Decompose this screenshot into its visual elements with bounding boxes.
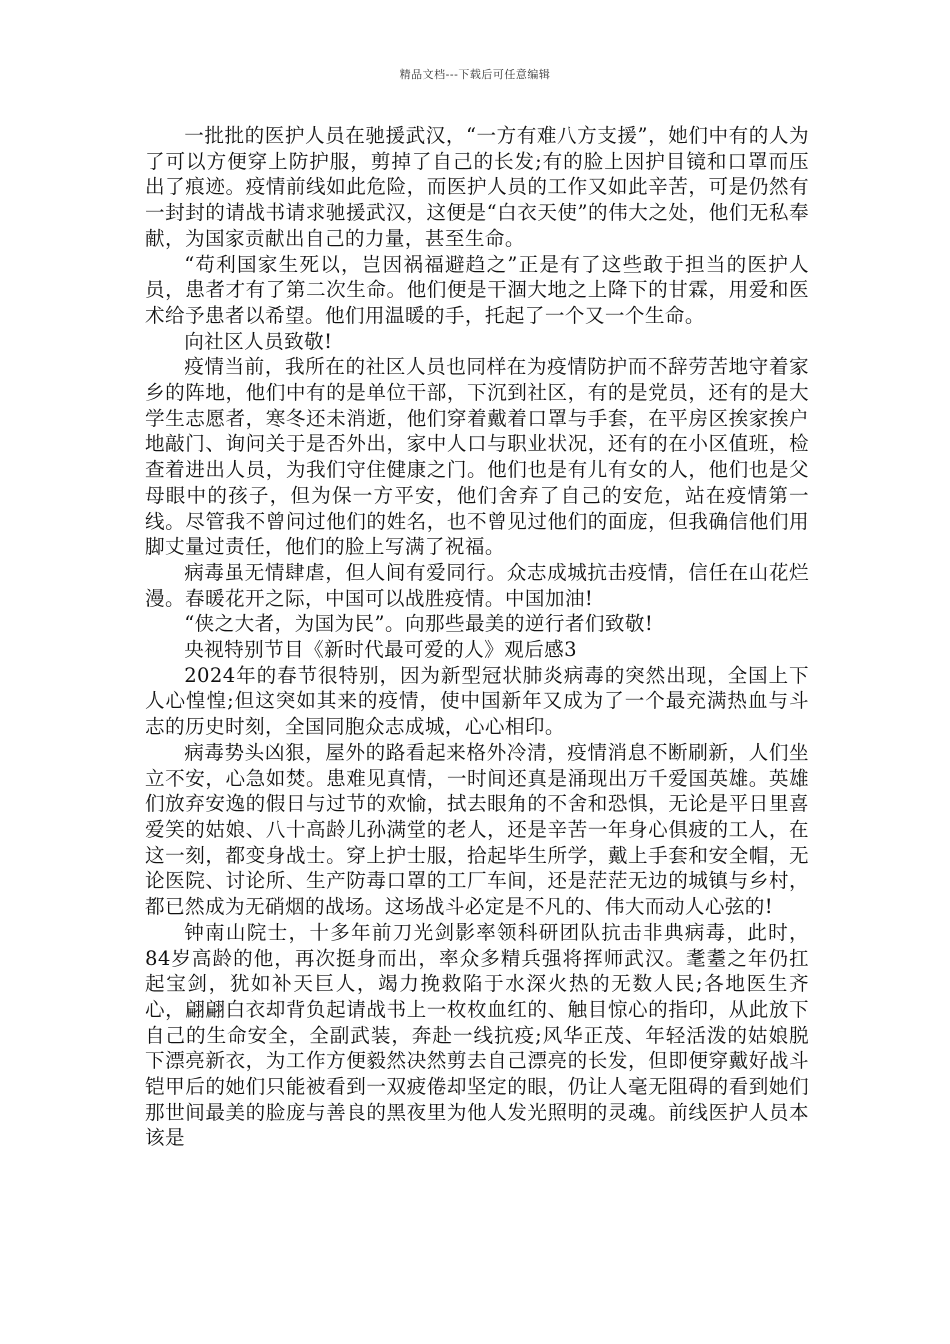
page-header: 精品文档---下载后可任意编辑 xyxy=(399,68,551,81)
paragraph: 钟南山院士，十多年前刀光剑影率领科研团队抗击非典病毒，此时，84岁高龄的他，再次挺身而出，率众多精兵强将挥师武汉。耄耋之年仍扛起宝剑，犹如补天巨人，竭力挽救陷于水深火热的无数人民;各地医生齐心，翩翩白衣却背负起请战书上一枚枚血红的、触目惊心的指印，从此放下自己的生命安全，全副武装，奔赴一线抗疫;风华正茂、年轻活泼的姑娘脱下漂亮新衣，为工作方便毅然决然剪去自己漂亮的长发，但即便穿戴好战斗铠甲后的她们只能被看到一双疲倦却坚定的眼，仍让人毫无阻碍的看到她们那世间最美的脸庞与善良的黑夜里为他人发光照明的灵魂。前线医护人员本该是 xyxy=(145,920,809,1150)
document-body xyxy=(145,123,809,1151)
paragraph: 疫情当前，我所在的社区人员也同样在为疫情防护而不辞劳苦地守着家乡的阵地，他们中有的是单位干部，下沉到社区，有的是党员，还有的是大学生志愿者，寒冬还未消逝，他们穿着戴着口罩与手套，在平房区挨家挨户地敲门、询问关于是否外出，家中人口与职业状况，还有的在小区值班，检查着进出人员，为我们守住健康之门。他们也是有儿有女的人，他们也是父母眼中的孩子，但为保一方平安，他们舍弃了自己的安危，站在疫情第一线。尽管我不曾问过他们的姓名，也不曾见过他们的面庞，但我确信他们用脚丈量过责任，他们的脸上写满了祝福。 xyxy=(145,355,809,559)
paragraph: 2024年的春节很特别，因为新型冠状肺炎病毒的突然出现，全国上下人心惶惶;但这突如其来的疫情，使中国新年又成为了一个最充满热血与斗志的历史时刻，全国同胞众志成城，心心相印。 xyxy=(145,663,809,739)
paragraph: “侠之大者，为国为民”。向那些最美的逆行者们致敬! xyxy=(184,612,654,636)
paragraph: “苟利国家生死以，岂因祸福避趋之”正是有了这些敢于担当的医护人员，患者才有了第二次生命。他们便是干涸大地之上降下的甘霖，用爱和医术给予患者以希望。他们用温暖的手，托起了一个又一个生命。 xyxy=(145,252,809,327)
paragraph: 病毒虽无情肆虐，但人间有爱同行。众志成城抗击疫情，信任在山花烂漫。春暖花开之际，中国可以战胜疫情。中国加油! xyxy=(145,560,809,610)
paragraph: 向社区人员致敬! xyxy=(184,329,333,353)
paragraph: 一批批的医护人员在驰援武汉，“一方有难八方支援”，她们中有的人为了可以方便穿上防护服，剪掉了自己的长发;有的脸上因护目镜和口罩而压出了痕迹。疫情前线如此危险，而医护人员的工作又如此辛苦，可是仍然有一封封的请战书请求驰援武汉，这便是“白衣天使”的伟大之处，他们无私奉献，为国家贡献出自己的力量，甚至生命。 xyxy=(145,124,809,250)
paragraph: 病毒势头凶狠，屋外的路看起来格外冷清，疫情消息不断刷新，人们坐立不安，心急如焚。患难见真情，一时间还真是涌现出万千爱国英雄。英雄们放弃安逸的假日与过节的欢愉，拭去眼角的不舍和恐惧，无论是平日里喜爱笑的姑娘、八十高龄儿孙满堂的老人，还是辛苦一年身心俱疲的工人，在这一刻，都变身战士。穿上护士服，拾起毕生所学，戴上手套和安全帽，无论医院、讨论所、生产防毒口罩的工厂车间，还是茫茫无边的城镇与乡村，都已然成为无硝烟的战场。这场战斗必定是不凡的、伟大而动人心弦的! xyxy=(145,740,809,919)
section-title: 央视特别节目《新时代最可爱的人》观后感3 xyxy=(184,638,577,662)
